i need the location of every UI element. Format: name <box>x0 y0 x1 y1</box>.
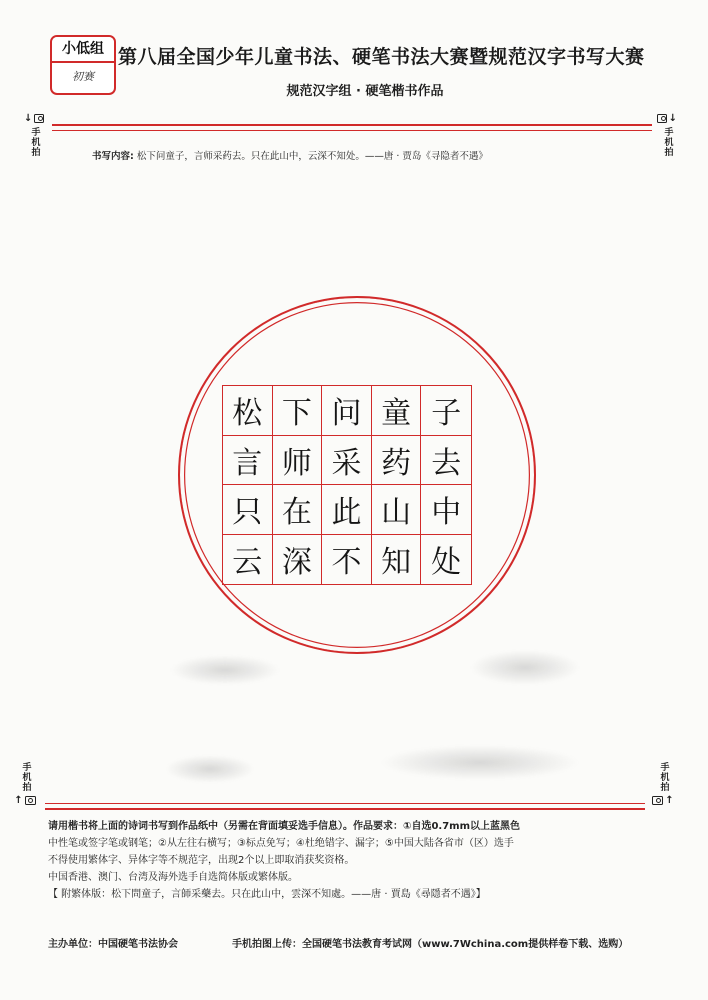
grid-cell: 山 <box>372 485 422 535</box>
footer-upload-info: 手机拍图上传：全国硬笔书法教育考试网（www.7Wchina.com提供样卷下载、选购） <box>232 939 629 950</box>
side-marker-top-right <box>657 113 677 157</box>
side-marker-top-left <box>24 113 44 157</box>
top-rule-thick <box>52 124 652 126</box>
grid-cell: 在 <box>273 485 323 535</box>
side-marker-bottom-right <box>652 762 674 806</box>
footer-organizer: 主办单位：中国硬笔书法协会 <box>48 939 178 950</box>
grid-cell: 采 <box>322 436 372 486</box>
grid-cell: 童 <box>372 386 422 436</box>
grid-cell: 言 <box>223 436 273 486</box>
writing-grid <box>222 385 472 585</box>
instructions-line: 【 附繁体版：松下問童子，言師采藥去。只在此山中，雲深不知處。——唐 · 賈島《尋隱者不遇》】 <box>48 889 486 900</box>
grid-cell: 知 <box>372 535 422 585</box>
side-marker-label: 手机拍 <box>29 127 40 157</box>
instructions-line: 中国香港、澳门、台湾及海外选手自选简体版或繁体版。 <box>48 872 298 883</box>
camera-icon <box>652 796 663 805</box>
camera-icon <box>34 114 44 123</box>
grid-cell: 深 <box>273 535 323 585</box>
instructions-line: 请用楷书将上面的诗词书写到作品纸中（另需在背面填妥选手信息）。作品要求：①自选0.7mm以上蓝黑色 <box>48 821 521 832</box>
side-marker-bottom-left <box>14 762 36 806</box>
arrow-down-icon: ↓ <box>668 113 677 124</box>
grid-cell: 下 <box>273 386 323 436</box>
top-rule-thin <box>52 130 652 131</box>
grid-cell: 不 <box>322 535 372 585</box>
paper-smudge <box>165 755 255 783</box>
page-title: 第八届全国少年儿童书法、硬笔书法大赛暨规范汉字书写大赛 <box>118 46 645 68</box>
grid-cell: 问 <box>322 386 372 436</box>
paper-smudge <box>380 745 580 780</box>
arrow-down-icon: ↓ <box>24 113 33 124</box>
paper-smudge <box>170 655 280 685</box>
instructions-line: 不得使用繁体字、异体字等不规范字，出现2个以上即取消获奖资格。 <box>48 855 355 866</box>
paper-smudge <box>470 650 580 685</box>
badge-group-label: 小低组 <box>52 37 114 63</box>
instructions-line: 中性笔或签字笔或钢笔；②从左往右横写；③标点免写；④杜绝错字、漏字；⑤中国大陆各省市（区）选手 <box>48 838 514 849</box>
arrow-up-icon: ↑ <box>14 795 23 806</box>
grid-cell: 此 <box>322 485 372 535</box>
side-marker-label: 手机拍 <box>20 762 31 792</box>
writing-content-text: 松下问童子，言师采药去。只在此山中，云深不知处。——唐 · 贾岛《寻隐者不遇》 <box>136 151 488 162</box>
grid-cell: 药 <box>372 436 422 486</box>
group-badge <box>50 35 116 95</box>
instructions <box>48 818 658 903</box>
grid-cell: 只 <box>223 485 273 535</box>
grid-cell: 处 <box>431 545 462 581</box>
badge-round-label: 初赛 <box>72 70 94 83</box>
grid-cell: 去 <box>421 436 471 486</box>
grid-cell: 松 <box>223 386 273 436</box>
page-subtitle: 规范汉字组 · 硬笔楷书作品 <box>286 84 444 99</box>
side-marker-label: 手机拍 <box>658 762 669 792</box>
grid-cell: 云 <box>223 535 273 585</box>
side-marker-label: 手机拍 <box>662 127 673 157</box>
grid-cell: 子 <box>421 386 471 436</box>
grid-cell: 师 <box>273 436 323 486</box>
grid-cell: 中 <box>421 485 471 535</box>
writing-content-label: 书写内容: <box>92 151 134 162</box>
arrow-up-icon: ↑ <box>665 795 674 806</box>
bottom-rule-thick <box>45 808 645 810</box>
camera-icon <box>25 796 36 805</box>
writing-content <box>92 148 488 162</box>
bottom-rule-thin <box>45 803 645 804</box>
camera-icon <box>657 114 667 123</box>
